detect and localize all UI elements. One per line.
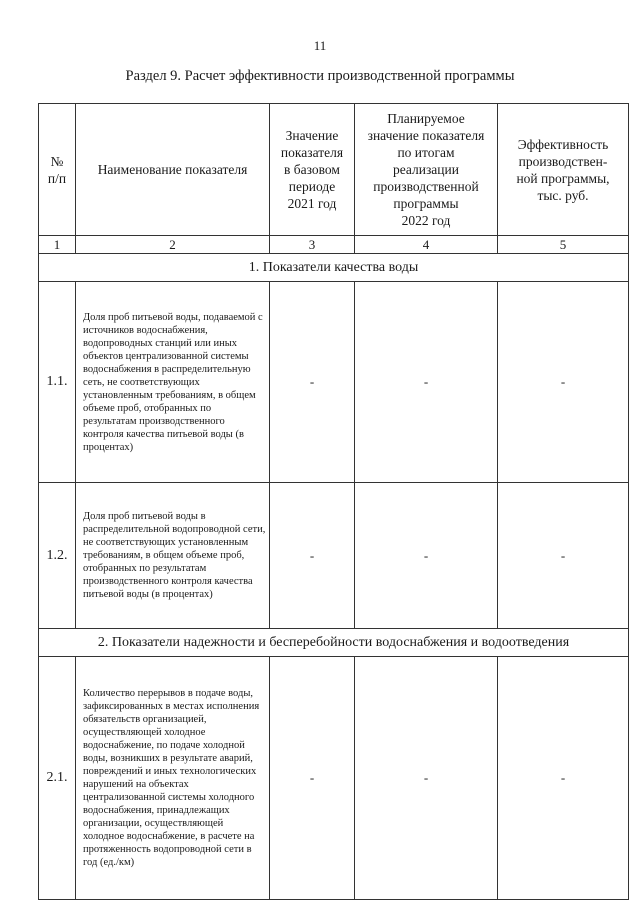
column-number: 1: [39, 236, 76, 254]
planned-value: -: [355, 483, 498, 629]
header-number: № п/п: [39, 104, 76, 236]
planned-value: -: [355, 282, 498, 483]
page-number: 11: [313, 38, 327, 53]
group-title: 2. Показатели надежности и бесперебойности водоснабжения и водоотведения: [39, 629, 629, 657]
group-row: [39, 254, 629, 282]
column-numbers-row: [39, 236, 629, 254]
efficiency-table: [38, 103, 629, 900]
header-indicator-name: Наименование показателя: [76, 104, 270, 236]
column-number: 3: [270, 236, 355, 254]
efficiency-value: -: [498, 282, 629, 483]
table-row: [39, 282, 629, 483]
column-number: 2: [76, 236, 270, 254]
group-row: [39, 629, 629, 657]
base-value: -: [270, 483, 355, 629]
row-number: 1.2.: [39, 483, 76, 629]
header-planned-value: Планируемое значение показателя по итогам реализации производственной программы 2022 год: [355, 104, 498, 236]
efficiency-value: -: [498, 657, 629, 900]
header-efficiency: Эффективность производствен- ной программы, тыс. руб.: [498, 104, 629, 236]
header-row: [39, 104, 629, 236]
group-title: 1. Показатели качества воды: [39, 254, 629, 282]
table-row: [39, 483, 629, 629]
table-row: [39, 657, 629, 900]
planned-value: -: [355, 657, 498, 900]
indicator-name: Доля проб питьевой воды, подаваемой с источников водоснабжения, водопроводных станций или иных объектов централизованной системы водоснабжения в распределительную сеть, не соответствующих установленным требованиям, в общем объеме проб, отобранных по результатам производственного контроля качества питьевой воды (в процентах): [76, 282, 270, 483]
indicator-name: Количество перерывов в подаче воды, зафиксированных в местах исполнения обязательств организацией, осуществляющей холодное водоснабжение, по подаче холодной воды, возникших в результате аварий, повреждений и иных технологических нарушений на объектах централизованной системы холодного водоснабжения, принадлежащих организации, осуществляющей холодное водоснабжение, в расчете на протяженность водопроводной сети в год (ед./км): [76, 657, 270, 900]
row-number: 2.1.: [39, 657, 76, 900]
indicator-name: Доля проб питьевой воды в распределительной водопроводной сети, не соответствующих установленным требованиям, в общем объеме проб, отобранных по результатам производственного контроля качества питьевой воды (в процентах): [76, 483, 270, 629]
header-base-value: Значение показателя в базовом периоде 2021 год: [270, 104, 355, 236]
column-number: 4: [355, 236, 498, 254]
efficiency-value: -: [498, 483, 629, 629]
row-number: 1.1.: [39, 282, 76, 483]
base-value: -: [270, 282, 355, 483]
section-title: Раздел 9. Расчет эффективности производственной программы: [125, 68, 515, 84]
column-number: 5: [498, 236, 629, 254]
base-value: -: [270, 657, 355, 900]
